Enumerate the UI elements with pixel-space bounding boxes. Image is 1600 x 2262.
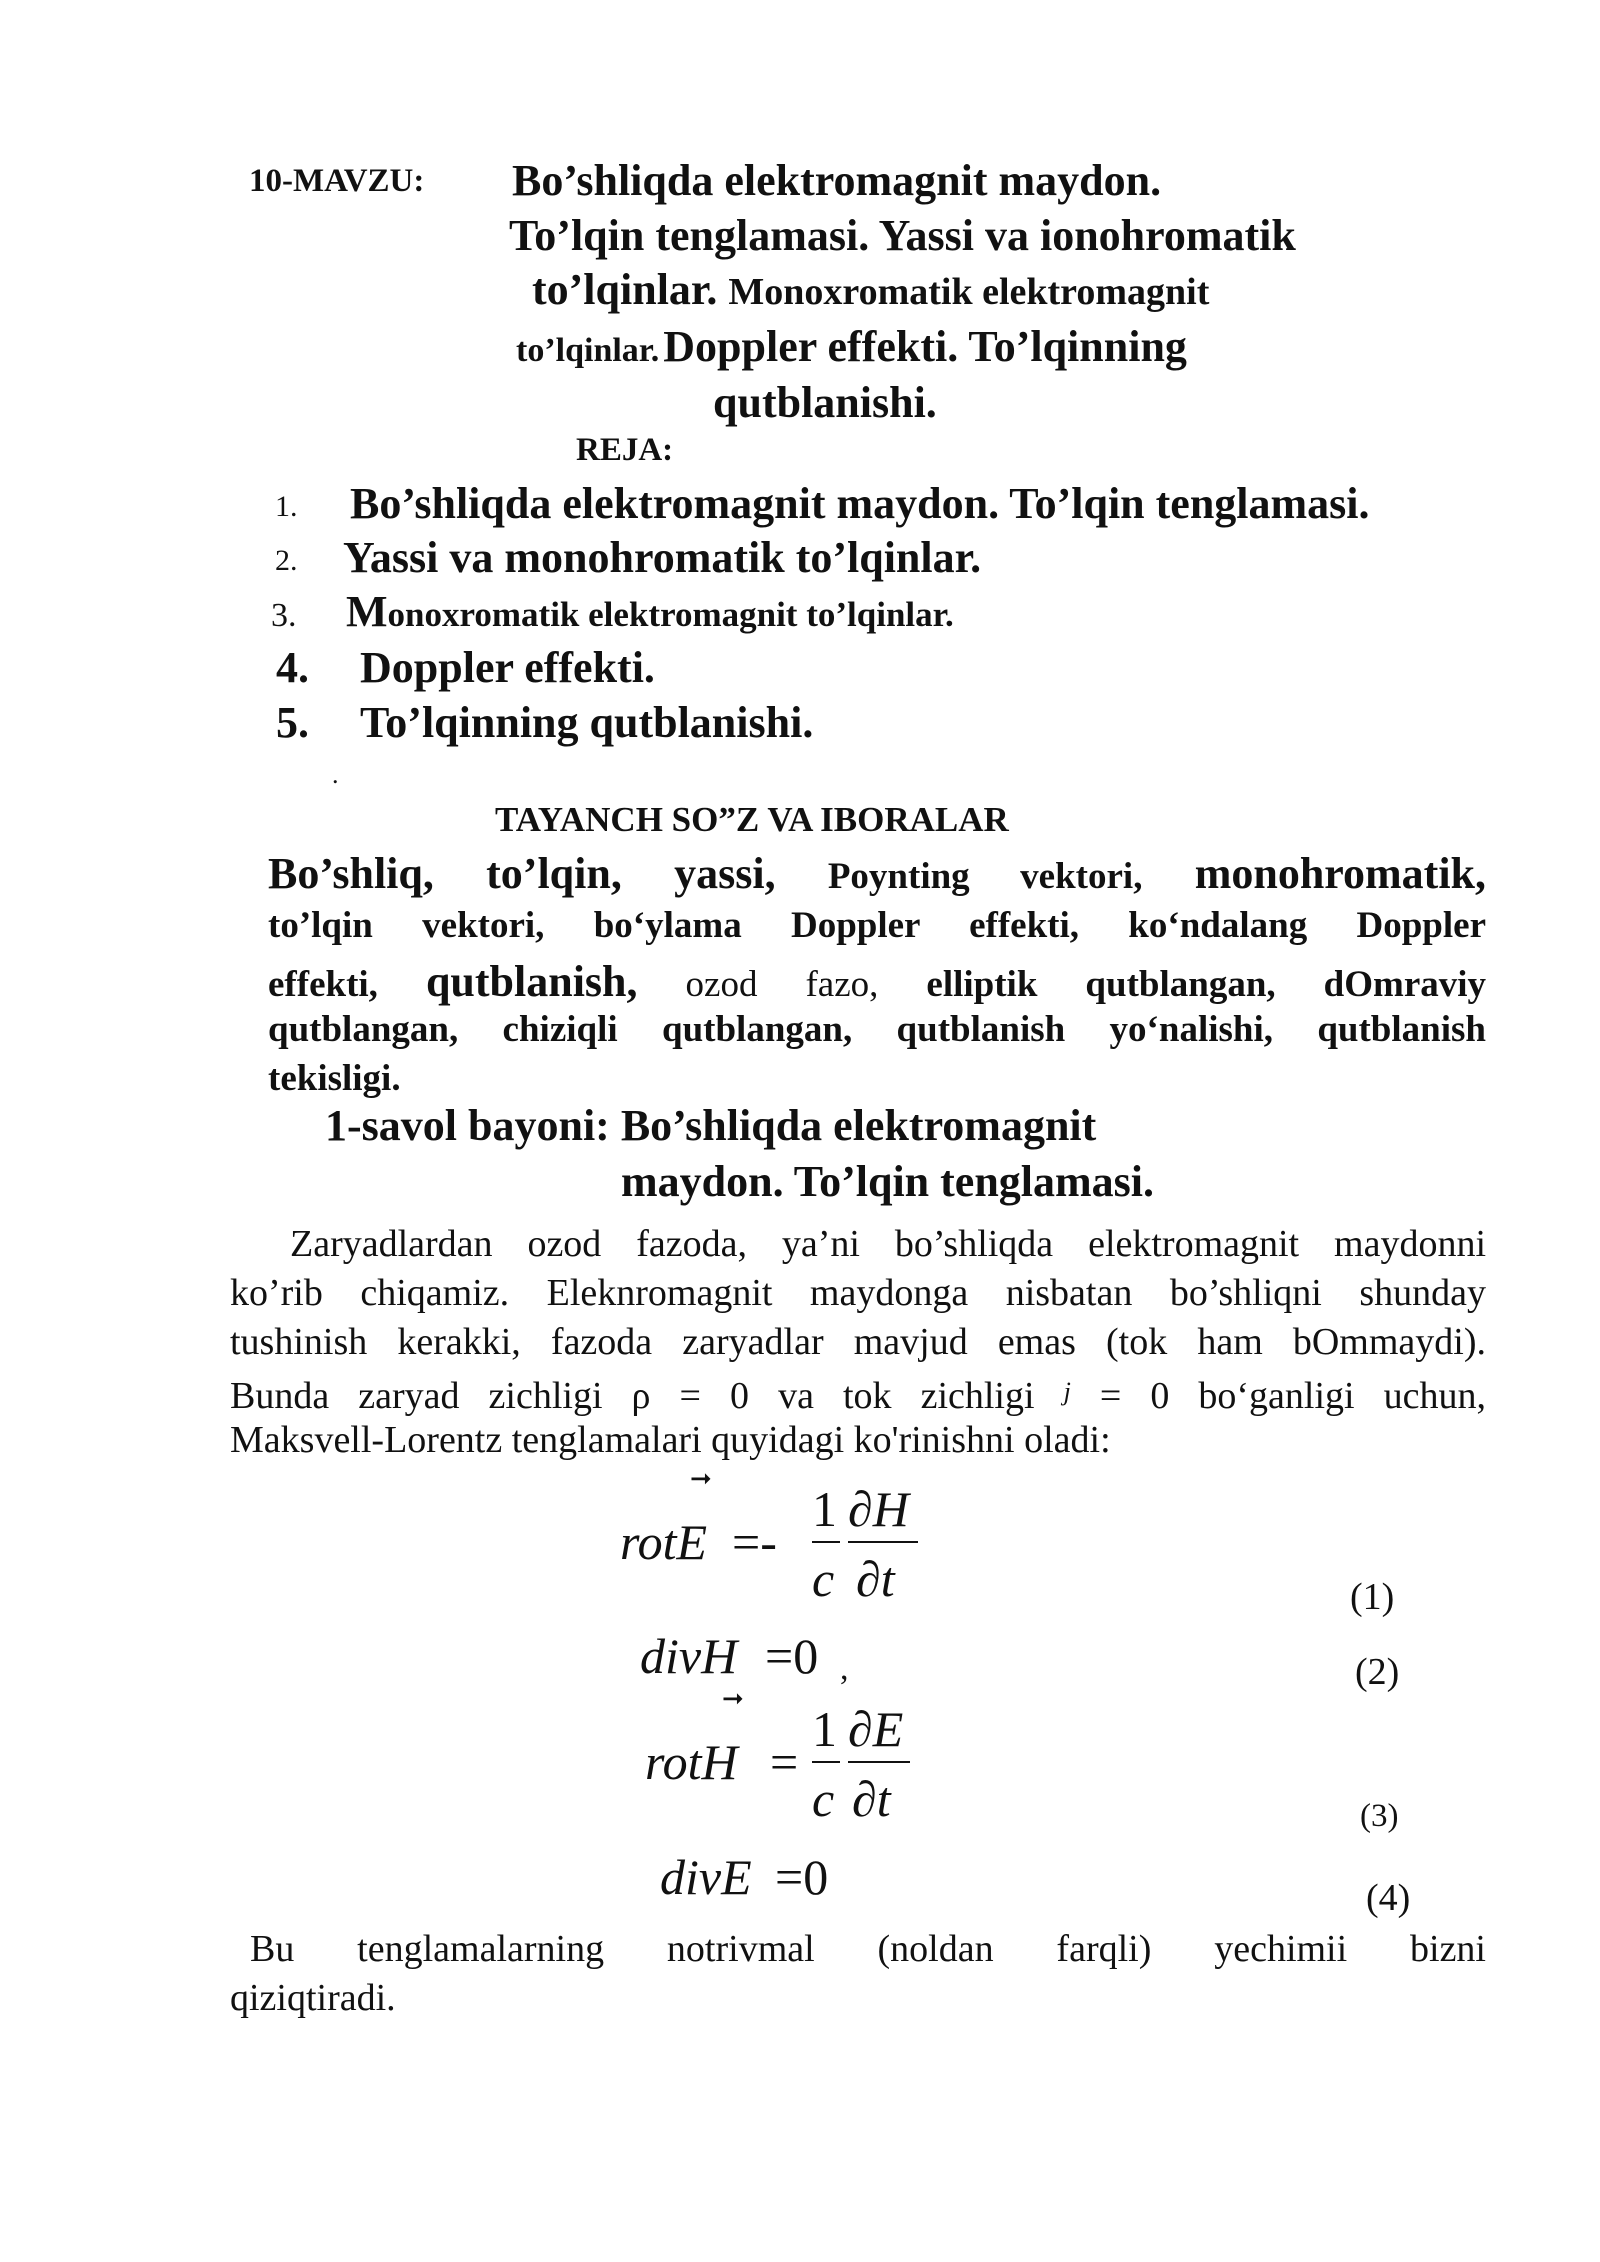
eq1-frac2-bar [848, 1541, 918, 1543]
eq3-lhs: rotH [645, 1734, 738, 1790]
plan-item-2-text: Yassi va monohromatik to’lqinlar. [343, 533, 982, 582]
title-line-2: To’lqin tenglamasi. Yassi va ionohromatik [509, 211, 1296, 260]
title-line-4-a: to’lqinlar. [516, 332, 660, 369]
eq1-lhs: rotE [620, 1514, 708, 1570]
topic-label: 10-MAVZU: [249, 163, 425, 199]
eq3-tag: (3) [1360, 1798, 1399, 1834]
eq4-tag: (4) [1366, 1877, 1411, 1919]
kw-3: yassi, [674, 849, 776, 898]
eq2-comma: , [840, 1650, 849, 1687]
keywords-line-3 [268, 956, 1486, 1008]
keywords-block [268, 848, 1486, 1100]
paragraph-line-2: ko’rib chiqamiz. Eleknromagnit maydonga nisbatan bo’shliqni shunday [230, 1272, 1486, 1314]
current-density-symbol: j [1063, 1377, 1071, 1406]
kw-effekti: effekti, [268, 964, 378, 1005]
title-line-4 [516, 321, 1187, 372]
plan-item-3-number: 3. [271, 597, 297, 634]
keywords-line-1 [268, 848, 1486, 904]
plan-item-5-text: To’lqinning qutblanishi. [360, 698, 814, 747]
kw-4: Poynting vektori, [827, 856, 1143, 897]
title-line-3 [532, 264, 1209, 315]
closing-line-1: Bu tenglamalarning notrivmal (noldan farqli) yechimii bizni [250, 1928, 1486, 1970]
keywords-line-2: to’lqin vektori, bo‘ylama Doppler effekti, ko‘ndalang Doppler [268, 905, 1486, 946]
eq1-frac1-num: 1 [812, 1481, 837, 1537]
eq2-tag: (2) [1355, 1651, 1400, 1693]
eq1-frac2-den: ∂t [856, 1551, 895, 1607]
eq3-frac1-bar [812, 1761, 840, 1763]
plan-item-3-initial: M [346, 587, 388, 636]
stray-dot: . [332, 760, 339, 789]
eq1-frac1-bar [812, 1541, 840, 1543]
title-line-1: Bo’shliqda elektromagnit maydon. [512, 156, 1162, 205]
plan-item-4-number: 4. [276, 643, 309, 692]
plan-item-1-number: 1. [275, 490, 298, 523]
eq4-lhs: divE [660, 1849, 752, 1905]
eq3-frac2-num: ∂E [848, 1701, 904, 1757]
paragraph-line-1: Zaryadlardan ozod fazoda, ya’ni bo’shliqda elektromagnit maydonni [290, 1223, 1486, 1265]
plan-item-5-number: 5. [276, 698, 309, 747]
title-line-4-b: Doppler effekti. To’lqinning [663, 322, 1187, 371]
paragraph-line-4 [230, 1367, 1486, 1416]
kw-qutblanish: qutblanish, [425, 957, 638, 1006]
keywords-line-5: tekisligi. [268, 1058, 401, 1099]
kw-elliptik: elliptik qutblangan, dOmraviy [926, 964, 1487, 1005]
keywords-line-4: qutblangan, chiziqli qutblangan, qutblanish yo‘nalishi, qutblanish [268, 1009, 1486, 1050]
eq3-frac2-den: ∂t [852, 1771, 891, 1827]
keywords-heading: TAYANCH SO”Z VA IBORALAR [495, 800, 1009, 839]
kw-ozod-fazo: ozod fazo, [685, 964, 879, 1005]
eq1-tag: (1) [1350, 1576, 1395, 1618]
plan-item-3-rest: onoxromatik elektromagnit to’lqinlar. [387, 595, 954, 634]
eq3-frac1-num: 1 [812, 1701, 837, 1757]
kw-5: monohromatik, [1194, 849, 1487, 898]
kw-1: Bo’shliq, [268, 849, 434, 898]
plan-item-4-text: Doppler effekti. [360, 643, 655, 692]
vector-arrow-icon: ➞ [690, 1464, 712, 1493]
eq3-frac1-den: c [812, 1771, 835, 1827]
kw-2: to’lqin, [486, 849, 622, 898]
plan-item-1-text: Bo’shliqda elektromagnit maydon. To’lqin tenglamasi. [350, 479, 1370, 528]
eq2-op: =0 [765, 1628, 819, 1684]
eq1-op: =- [732, 1514, 777, 1570]
eq3-op: = [770, 1734, 799, 1790]
eq1-frac1-den: c [812, 1551, 835, 1607]
title-line-5: qutblanishi. [713, 378, 937, 427]
eq3-frac2-bar [848, 1761, 910, 1763]
closing-paragraph [230, 1925, 1486, 2023]
paragraph-line-5: Maksvell-Lorentz tenglamalari quyidagi ko'rinishni oladi: [230, 1419, 1111, 1461]
plan-item-3-text [346, 586, 954, 637]
eq4-op: =0 [775, 1849, 829, 1905]
body-paragraph [230, 1220, 1486, 1465]
eq1-frac2-num: ∂H [848, 1481, 909, 1537]
title-line-3-b: Monoxromatik elektromagnit [728, 271, 1210, 313]
title-line-3-a: to’lqinlar. [532, 265, 718, 314]
plan-heading: REJA: [576, 432, 674, 468]
plan-item-2-number: 2. [275, 544, 298, 577]
paragraph-line-4-b: = 0 bo‘ganligi uchun, [1099, 1375, 1486, 1417]
paragraph-line-4-a: Bunda zaryad zichligi ρ = 0 va tok zichligi [230, 1375, 1035, 1417]
closing-line-2: qiziqtiradi. [230, 1977, 396, 2019]
vector-arrow-icon: ➞ [722, 1684, 744, 1713]
eq2-lhs: divH [640, 1628, 738, 1684]
question-line-1: 1-savol bayoni: Bo’shliqda elektromagnit [325, 1101, 1097, 1150]
question-line-2: maydon. To’lqin tenglamasi. [621, 1157, 1155, 1206]
paragraph-line-3: tushinish kerakki, fazoda zaryadlar mavjud emas (tok ham bOmmaydi). [230, 1321, 1486, 1363]
